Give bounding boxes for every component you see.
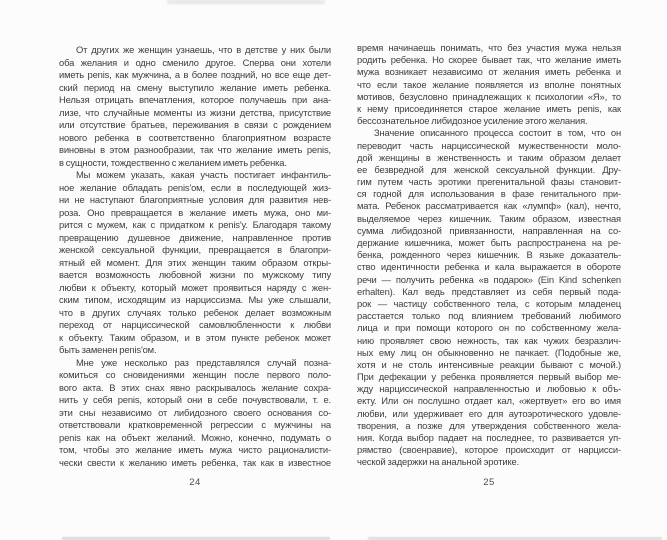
text-line: держание кишечника, может быть распространена на ре- — [357, 237, 621, 248]
text-line: мужа возникает независимо от желания иметь ребенка и — [357, 66, 621, 78]
text-line: женской сексуальной функции, превращается в благопри- — [59, 244, 331, 255]
scan-artifact-bottom-left-page-edge — [62, 537, 330, 540]
text-line: вается возможность любовной жизни по мужскому типу — [59, 269, 331, 280]
text-line: екту. Или он послушно отдает кал, «жертвует» его во имя — [357, 395, 621, 407]
text-line: мотивов, безусловно принадлежащих к психологии «Я», то — [357, 90, 621, 102]
text-line: Значение описанного процесса состоит в том, что он — [374, 127, 621, 139]
text-line: ятный ей момент. Для этих женщин таким образом откры- — [59, 256, 331, 268]
text-line: ее безвредной для женской сексуальной функции. Дру- — [357, 163, 621, 175]
text-line: что если такое желание появляется из вполне понятных — [357, 78, 621, 90]
text-line: penis как на объект желаний. Можно, конечно, подумать о — [59, 431, 331, 443]
right-page-text — [357, 42, 621, 469]
text-line: бессознательное либидозное усиление этого желания. — [357, 115, 588, 127]
text-line: речи — получить ребенка «в подарок» (Ein Kind schenken — [357, 273, 621, 285]
text-line: или отсутствие братьев, переживания в связи с рождением — [59, 119, 331, 130]
text-line: дой женщины в женственность и таким образом делает — [357, 151, 621, 163]
text-line: быть заменен penis'ом. — [59, 344, 157, 355]
text-line: Нельзя отрицать впечатления, которое получаешь при ана- — [59, 94, 331, 105]
text-line: творения, а позже для утверждения собственного жела- — [357, 419, 621, 431]
text-line: нить у себя penis, который они в себе почувствовали, т. е. — [59, 394, 331, 405]
text-line: оба желания и одно сменило другое. Сперва они хотели — [59, 56, 331, 68]
text-line: переводит часть нарциссической мужественности моло- — [357, 139, 621, 151]
text-line: том, чтобы это желание иметь мужа чисто рационалисти- — [59, 444, 331, 455]
right-page-number: 25 — [483, 477, 495, 488]
text-line: нию проявляет свою нежность, так как чужих безразлич- — [357, 334, 621, 346]
text-line: erhalten). Кал ведь представляет из себя первый пода- — [357, 285, 621, 297]
text-line: ство идентичности ребенка и кала выражается в обороте — [357, 261, 621, 273]
text-line: расстается только под влиянием требований любимого — [357, 310, 621, 322]
text-line: При дефекации у ребенка проявляется первый выбор ме- — [357, 371, 621, 383]
text-line: иметь penis, как мужчина, а в более поздний, но все еще дет- — [59, 69, 331, 80]
text-line: ответствовали кратковременной регрессии с мужчины на — [59, 419, 331, 430]
text-line: мата. Ребенок рассматривается как «лумпф» (кал), нечто, — [357, 200, 621, 212]
text-line: чески свести к желанию иметь ребенка, так как в известное — [59, 456, 331, 468]
text-line: лица и при помощи которого он по собственному жела- — [357, 322, 621, 334]
left-page-text — [59, 44, 331, 469]
text-line: роза. Оно превращается в желание иметь мужа, оно ми- — [59, 206, 331, 218]
text-line: рится с мужем, как с придатком к penis'y. Благодаря такому — [59, 219, 331, 230]
text-line: ния. Когда выбор падает на последнее, то развивается уп- — [357, 432, 621, 443]
text-line: Мы можем указать, какая участь постигает инфантиль- — [76, 169, 331, 180]
text-line: ное желание обладать penis'ом, если в последующей жиз- — [59, 181, 331, 193]
scan-artifact-top — [167, 0, 325, 4]
text-line: хотя и не столь интенсивные реакции бывают с мочой.) — [357, 358, 621, 370]
text-line: гим путем часть эротики прегенитальной фазы становит- — [357, 176, 621, 188]
text-line: в сущности, тождественно с желанием иметь ребенка. — [59, 156, 287, 168]
text-line: нового ребенка в соответственно благоприятном возрасте — [59, 131, 331, 143]
text-line: время начинаешь понимать, что без участия мужа нельзя — [357, 42, 621, 53]
text-line: жду нарциссической направленностью и любовью к объ- — [357, 383, 621, 395]
text-line: к объекту. Таким образом, и в этом пункте ребенок может — [59, 331, 331, 343]
text-line: что в других случаях только ребенок делает возможным — [59, 306, 331, 318]
text-line: лизе, что случайные моменты из жизни детства, присутствие — [59, 106, 331, 118]
text-line: виновны в этом разнообразии, так что желание иметь penis, — [59, 144, 331, 155]
text-line: ским типом, исходящим из нарциссизма. Мы уже слышали, — [59, 294, 331, 305]
text-line: ных ему лиц он обыкновенно не пачкает. (Подобные же, — [357, 346, 621, 358]
text-line: вого акта. В этих снах явно раскрывалось желание сохра- — [59, 381, 331, 393]
text-line: ческой задержки на анальной эротике. — [357, 456, 520, 468]
text-line: ский период на смену выступило желание иметь ребенка. — [59, 81, 331, 93]
text-line: От других же женщин узнаешь, что в детстве у них были — [76, 44, 331, 55]
text-line: любви к объекту, который может проявиться наряду с жен- — [59, 281, 331, 293]
scan-artifact-bottom-right-page-edge — [368, 537, 662, 540]
text-line: бенка, рожденного через кишечник. В языке доказатель- — [357, 249, 621, 261]
text-line: рок — частицу собственного тела, с которым младенец — [357, 297, 621, 309]
text-line: Мне уже несколько раз представлялся случай позна- — [76, 356, 331, 368]
text-line: эти сны независимо от либидозного своего основания со- — [59, 406, 331, 418]
text-line: превращению душевное движение, направленное против — [59, 231, 331, 243]
text-line: к нему присоединяется старое желание иметь penis, как — [357, 102, 621, 114]
text-line: сумма либидозной привязанности, направленная на со- — [357, 224, 621, 236]
text-line: ни не наступают благоприятные условия для развития нев- — [59, 194, 331, 205]
text-line: ся годной для использования в фазе генитального при- — [357, 188, 621, 200]
left-page-number: 24 — [189, 477, 201, 488]
text-line: выделяемое через кишечник. Таким образом, известная — [357, 212, 621, 224]
text-line: комиться со сновидениями женщин после первого поло- — [59, 369, 331, 380]
text-line: переход от нарциссической самовлюбленности к любви — [59, 319, 331, 330]
text-line: родить ребенка. Но скорее бывает так, что желание иметь — [357, 54, 621, 66]
text-line: рямство (своенравие), которое происходит от нарцисси- — [357, 444, 621, 456]
text-line: любви, или удерживает его для аутоэротического удовле- — [357, 407, 621, 419]
